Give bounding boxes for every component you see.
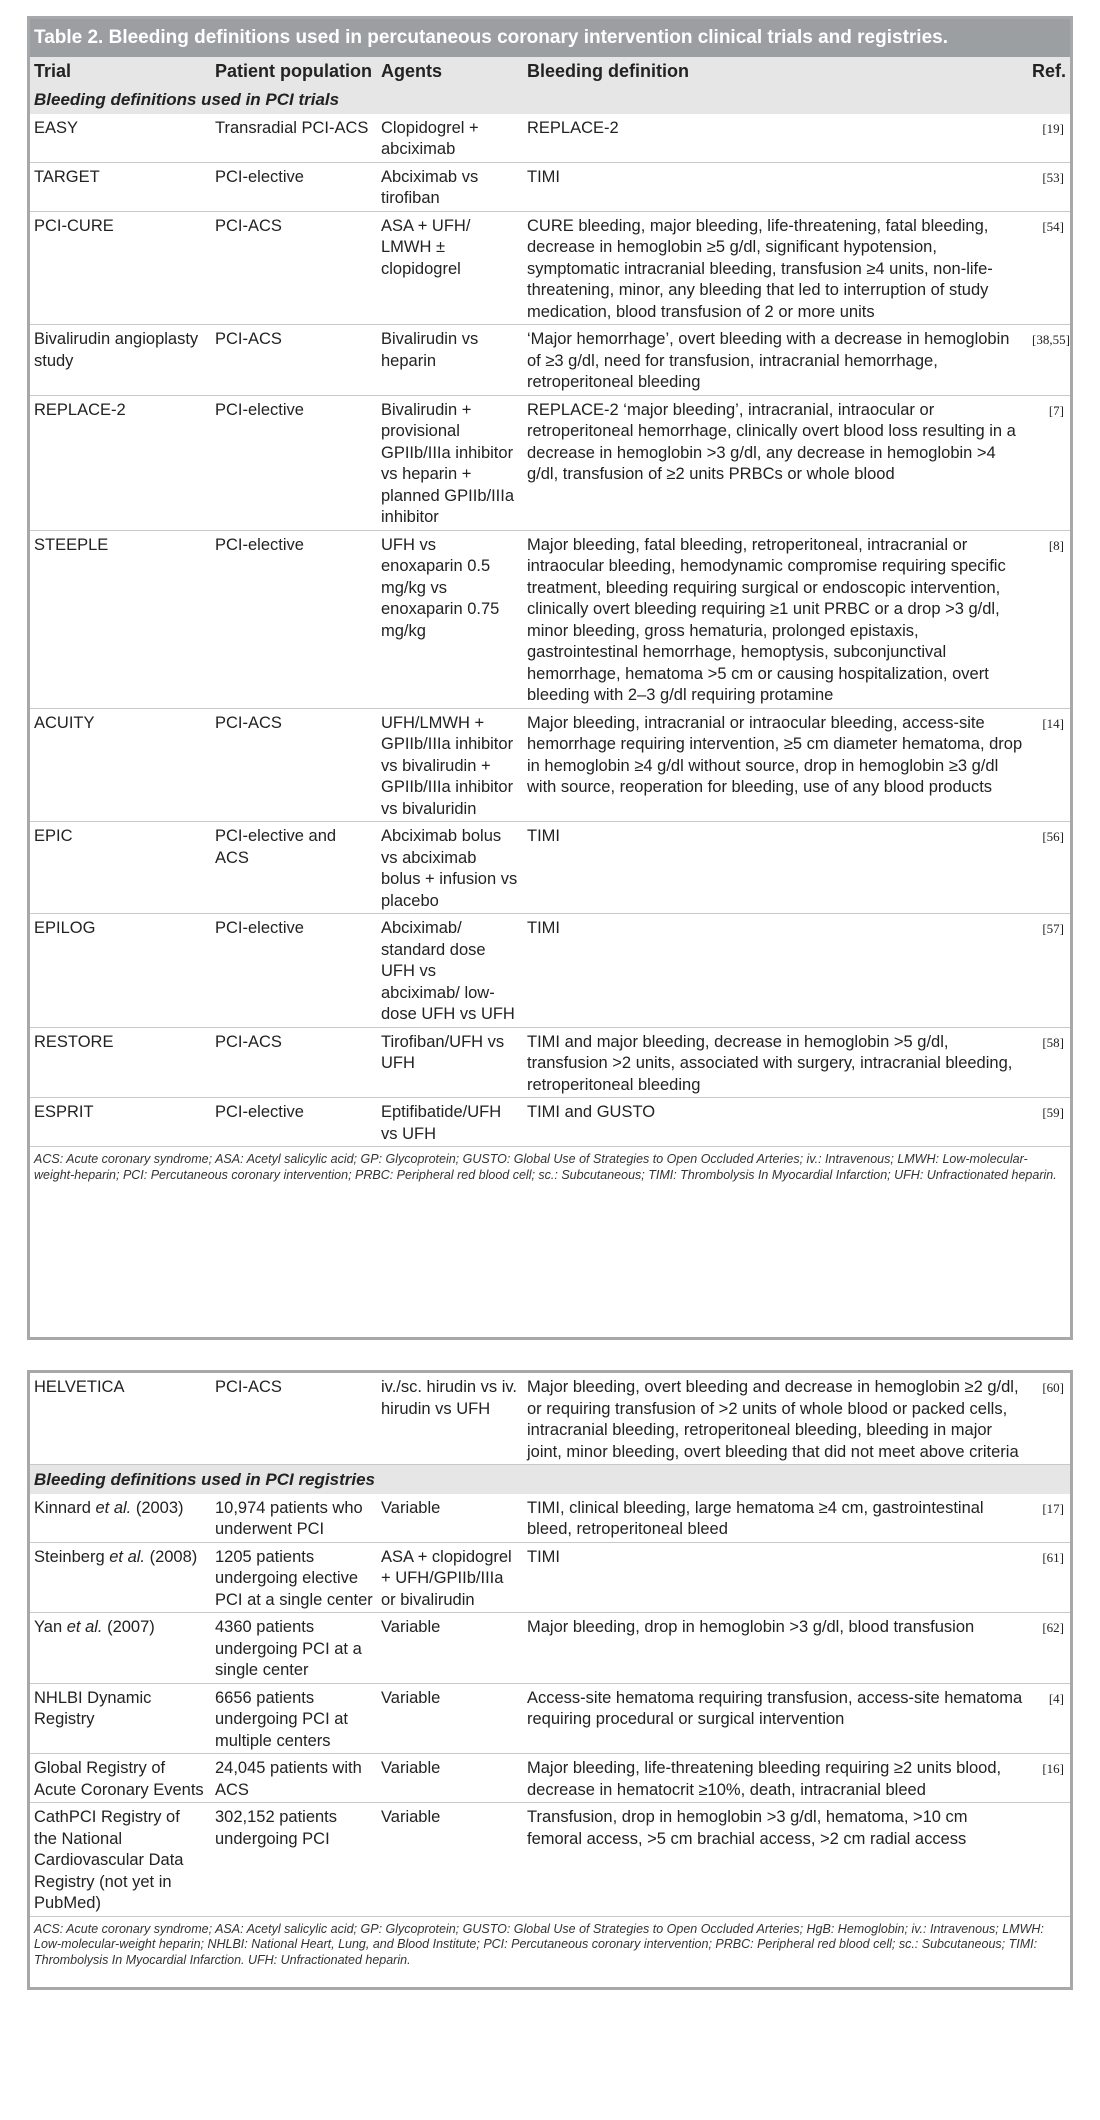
agents-cell: UFH vs enoxaparin 0.5 mg/kg vs enoxaparin 0.75 mg/kg bbox=[377, 530, 523, 708]
table-row bbox=[30, 530, 1070, 708]
trial-cell: Bivalirudin angioplasty study bbox=[30, 325, 211, 396]
agents-cell: Clopidogrel + abciximab bbox=[377, 114, 523, 163]
section-title-trials: Bleeding definitions used in PCI trials bbox=[30, 85, 1070, 114]
trial-cell: EPILOG bbox=[30, 914, 211, 1028]
ref-cell: [57] bbox=[1028, 914, 1070, 1028]
agents-cell: Abciximab vs tirofiban bbox=[377, 162, 523, 211]
section-title-registries: Bleeding definitions used in PCI registries bbox=[30, 1465, 1070, 1494]
header-population: Patient population bbox=[211, 57, 377, 85]
trial-cell bbox=[30, 1754, 211, 1803]
population-cell: PCI-ACS bbox=[211, 708, 377, 822]
population-cell: 10,974 patients who underwent PCI bbox=[211, 1494, 377, 1543]
trial-cell: REPLACE-2 bbox=[30, 395, 211, 530]
definition-cell: Major bleeding, drop in hemoglobin >3 g/dl, blood transfusion bbox=[523, 1613, 1028, 1684]
header-row bbox=[30, 57, 1070, 85]
table-footnote: ACS: Acute coronary syndrome; ASA: Acetyl salicylic acid; GP: Glycoprotein; GUSTO: Global Use of Strategies to Open Occluded Arteries; HgB: Hemoglobin; iv.: Intravenous; LMWH: Low-molecular-weight heparin; NHLBI: National Heart, Lung, and Blood Institute; PCI: Percutaneous coronary intervention; PRBC: Peripheral red blood cell; sc.: Subcutaneous; TIMI: Thrombolysis In Myocardial Infarction. UFH: Unfractionated heparin. bbox=[34, 1921, 1044, 1967]
definition-cell: Major bleeding, fatal bleeding, retroperitoneal, intracranial or intraocular bleeding, hemodynamic compromise requiring specific treatment, bleeding requiring surgical or endoscopic intervention, clinically overt bleeding requiring ≥1 unit PRBC or a drop >3 g/dl, minor bleeding, gross hematuria, prolonged epistaxis, gastrointestinal hemorrhage, hemoptysis, subconjunctival hemorrhage, hematoma >5 cm or causing hospitalization, overt bleeding with 2–3 g/dl requiring protamine bbox=[523, 530, 1028, 708]
population-cell: PCI-elective bbox=[211, 162, 377, 211]
trial-etal: et al. bbox=[109, 1547, 145, 1566]
table-row bbox=[30, 1098, 1070, 1147]
trial-name: Global Registry of Acute Coronary Events bbox=[34, 1759, 204, 1799]
trial-year: (2003) bbox=[131, 1498, 184, 1517]
ref-cell bbox=[1028, 1803, 1070, 1917]
trial-name: CathPCI Registry of the National Cardiovascular Data Registry (not yet in PubMed) bbox=[34, 1808, 184, 1912]
header-trial: Trial bbox=[30, 57, 211, 85]
trial-cell bbox=[30, 1613, 211, 1684]
population-cell: 6656 patients undergoing PCI at multiple centers bbox=[211, 1683, 377, 1754]
ref-cell: [59] bbox=[1028, 1098, 1070, 1147]
bleeding-table-trials bbox=[30, 57, 1070, 1147]
trial-cell bbox=[30, 1683, 211, 1754]
definition-cell: Access-site hematoma requiring transfusion, access-site hematoma requiring procedural or surgical intervention bbox=[523, 1683, 1028, 1754]
trial-etal: et al. bbox=[95, 1498, 132, 1517]
table-footnote: ACS: Acute coronary syndrome; ASA: Acetyl salicylic acid; GP: Glycoprotein; GUSTO: Global Use of Strategies to Open Occluded Arteries; iv.: Intravenous; LMWH: Low-molecular-weight-heparin; PCI: Percutaneous coronary intervention; PRBC: Peripheral red blood cell; sc.: Subcutaneous; TIMI: Thrombolysis In Myocardial Infarction; UFH: Unfractionated heparin. bbox=[34, 1152, 1057, 1182]
agents-cell: Variable bbox=[377, 1494, 523, 1543]
population-cell: 4360 patients undergoing PCI at a single center bbox=[211, 1613, 377, 1684]
trial-cell: EASY bbox=[30, 114, 211, 163]
population-cell: PCI-ACS bbox=[211, 325, 377, 396]
table-row bbox=[30, 114, 1070, 163]
trial-year: (2007) bbox=[102, 1618, 155, 1636]
trial-cell: ESPRIT bbox=[30, 1098, 211, 1147]
population-cell: 302,152 patients undergoing PCI bbox=[211, 1803, 377, 1917]
table-row bbox=[30, 1027, 1070, 1098]
population-cell: PCI-elective bbox=[211, 1098, 377, 1147]
population-cell: PCI-elective bbox=[211, 914, 377, 1028]
trial-cell: ACUITY bbox=[30, 708, 211, 822]
table-row bbox=[30, 325, 1070, 396]
population-cell: PCI-ACS bbox=[211, 211, 377, 325]
ref-cell: [38,55] bbox=[1028, 325, 1070, 396]
agents-cell: Variable bbox=[377, 1613, 523, 1684]
table-row bbox=[30, 1613, 1070, 1684]
trial-name: Kinnard bbox=[34, 1498, 96, 1517]
agents-cell: ASA + clopidogrel + UFH/GPIIb/IIIa or bivalirudin bbox=[377, 1542, 523, 1613]
section-row-registries bbox=[30, 1465, 1070, 1494]
agents-cell: ASA + UFH/ LMWH ± clopidogrel bbox=[377, 211, 523, 325]
table-title: Table 2. Bleeding definitions used in percutaneous coronary intervention clinical trials and registries. bbox=[30, 19, 1070, 57]
agents-cell: Abciximab/ standard dose UFH vs abciximab/ low-dose UFH vs UFH bbox=[377, 914, 523, 1028]
ref-cell: [8] bbox=[1028, 530, 1070, 708]
ref-cell: [4] bbox=[1028, 1683, 1070, 1754]
definition-cell: ‘Major hemorrhage’, overt bleeding with a decrease in hemoglobin of ≥3 g/dl, need for transfusion, intracranial hemorrhage, retroperitoneal bleeding bbox=[523, 325, 1028, 396]
table-row bbox=[30, 1373, 1070, 1465]
section-row-trials bbox=[30, 85, 1070, 114]
population-cell: PCI-elective and ACS bbox=[211, 822, 377, 914]
table-panel-2 bbox=[27, 1370, 1073, 1990]
definition-cell: CURE bleeding, major bleeding, life-threatening, fatal bleeding, decrease in hemoglobin ≥5 g/dl, significant hypotension, symptomatic intracranial bleeding, transfusion ≥4 units, non-life-threatening, minor, any bleeding that led to interruption of study medication, blood transfusion of 2 or more units bbox=[523, 211, 1028, 325]
bleeding-table-registries bbox=[30, 1373, 1070, 1917]
header-ref: Ref. bbox=[1028, 57, 1070, 85]
table-row bbox=[30, 211, 1070, 325]
ref-cell: [61] bbox=[1028, 1542, 1070, 1613]
table-row bbox=[30, 708, 1070, 822]
trial-cell: HELVETICA bbox=[30, 1373, 211, 1465]
ref-cell: [53] bbox=[1028, 162, 1070, 211]
ref-cell: [62] bbox=[1028, 1613, 1070, 1684]
ref-cell: [60] bbox=[1028, 1373, 1070, 1465]
agents-cell: iv./sc. hirudin vs iv. hirudin vs UFH bbox=[377, 1373, 523, 1465]
agents-cell: Variable bbox=[377, 1683, 523, 1754]
population-cell: Transradial PCI-ACS bbox=[211, 114, 377, 163]
definition-cell: Transfusion, drop in hemoglobin >3 g/dl, hematoma, >10 cm femoral access, >5 cm brachial access, >2 cm radial access bbox=[523, 1803, 1028, 1917]
table-row bbox=[30, 1683, 1070, 1754]
agents-cell: Bivalirudin vs heparin bbox=[377, 325, 523, 396]
trial-etal: et al. bbox=[66, 1618, 103, 1636]
definition-cell: Major bleeding, life-threatening bleeding requiring ≥2 units blood, decrease in hematocrit ≥10%, death, intracranial bleed bbox=[523, 1754, 1028, 1803]
ref-cell: [19] bbox=[1028, 114, 1070, 163]
agents-cell: Variable bbox=[377, 1803, 523, 1917]
ref-cell: [16] bbox=[1028, 1754, 1070, 1803]
agents-cell: Abciximab bolus vs abciximab bolus + infusion vs placebo bbox=[377, 822, 523, 914]
agents-cell: Tirofiban/UFH vs UFH bbox=[377, 1027, 523, 1098]
ref-cell: [17] bbox=[1028, 1494, 1070, 1543]
ref-cell: [58] bbox=[1028, 1027, 1070, 1098]
ref-cell: [56] bbox=[1028, 822, 1070, 914]
header-agents: Agents bbox=[377, 57, 523, 85]
agents-cell: Bivalirudin + provisional GPIIb/IIIa inhibitor vs heparin + planned GPIIb/IIIa inhibitor bbox=[377, 395, 523, 530]
trial-name: Yan bbox=[34, 1618, 67, 1636]
trial-name: Steinberg bbox=[34, 1547, 110, 1566]
ref-cell: [54] bbox=[1028, 211, 1070, 325]
trial-cell bbox=[30, 1803, 211, 1917]
definition-cell: TIMI bbox=[523, 162, 1028, 211]
definition-cell: REPLACE-2 bbox=[523, 114, 1028, 163]
table-row bbox=[30, 1754, 1070, 1803]
definition-cell: TIMI and major bleeding, decrease in hemoglobin >5 g/dl, transfusion >2 units, associated with surgery, intracranial bleeding, retroperitoneal bleeding bbox=[523, 1027, 1028, 1098]
trial-cell: STEEPLE bbox=[30, 530, 211, 708]
trial-cell: RESTORE bbox=[30, 1027, 211, 1098]
definition-cell: TIMI bbox=[523, 822, 1028, 914]
trial-cell bbox=[30, 1542, 211, 1613]
definition-cell: TIMI bbox=[523, 1542, 1028, 1613]
trial-year: (2008) bbox=[145, 1547, 198, 1566]
agents-cell: UFH/LMWH + GPIIb/IIIa inhibitor vs bivalirudin + GPIIb/IIIa inhibitor vs bivaluridin bbox=[377, 708, 523, 822]
definition-cell: REPLACE-2 ‘major bleeding’, intracranial, intraocular or retroperitoneal hemorrhage, clinically overt blood loss resulting in a decrease in hemoglobin >3 g/dl, any decrease in hemoglobin >4 g/dl, transfusion of ≥2 units PRBCs or whole blood bbox=[523, 395, 1028, 530]
table-panel-1 bbox=[27, 16, 1073, 1340]
table-row bbox=[30, 395, 1070, 530]
trial-cell bbox=[30, 1494, 211, 1543]
agents-cell: Eptifibatide/UFH vs UFH bbox=[377, 1098, 523, 1147]
ref-cell: [7] bbox=[1028, 395, 1070, 530]
table-row bbox=[30, 1494, 1070, 1543]
population-cell: 1205 patients undergoing elective PCI at a single center bbox=[211, 1542, 377, 1613]
header-definition: Bleeding definition bbox=[523, 57, 1028, 85]
population-cell: PCI-elective bbox=[211, 395, 377, 530]
table-row bbox=[30, 914, 1070, 1028]
ref-cell: [14] bbox=[1028, 708, 1070, 822]
population-cell: PCI-elective bbox=[211, 530, 377, 708]
table-row bbox=[30, 162, 1070, 211]
trial-cell: PCI-CURE bbox=[30, 211, 211, 325]
trial-cell: TARGET bbox=[30, 162, 211, 211]
definition-cell: TIMI and GUSTO bbox=[523, 1098, 1028, 1147]
table-row bbox=[30, 822, 1070, 914]
definition-cell: Major bleeding, overt bleeding and decrease in hemoglobin ≥2 g/dl, or requiring transfusion of >2 units of whole blood or packed cells, intracranial bleeding, retroperitoneal bleeding, bleeding in major joint, minor bleeding, overt bleeding that did not meet above criteria bbox=[523, 1373, 1028, 1465]
definition-cell: Major bleeding, intracranial or intraocular bleeding, access-site hemorrhage requiring intervention, ≥5 cm diameter hematoma, drop in hemoglobin ≥4 g/dl without source, drop in hemoglobin ≥3 g/dl with source, reoperation for bleeding, use of any blood products bbox=[523, 708, 1028, 822]
population-cell: PCI-ACS bbox=[211, 1027, 377, 1098]
trial-name: NHLBI Dynamic Registry bbox=[34, 1688, 152, 1728]
definition-cell: TIMI, clinical bleeding, large hematoma ≥4 cm, gastrointestinal bleed, retroperitoneal bleed bbox=[523, 1494, 1028, 1543]
population-cell: 24,045 patients with ACS bbox=[211, 1754, 377, 1803]
table-row bbox=[30, 1542, 1070, 1613]
trial-cell: EPIC bbox=[30, 822, 211, 914]
definition-cell: TIMI bbox=[523, 914, 1028, 1028]
population-cell: PCI-ACS bbox=[211, 1373, 377, 1465]
agents-cell: Variable bbox=[377, 1754, 523, 1803]
table-row bbox=[30, 1803, 1070, 1917]
